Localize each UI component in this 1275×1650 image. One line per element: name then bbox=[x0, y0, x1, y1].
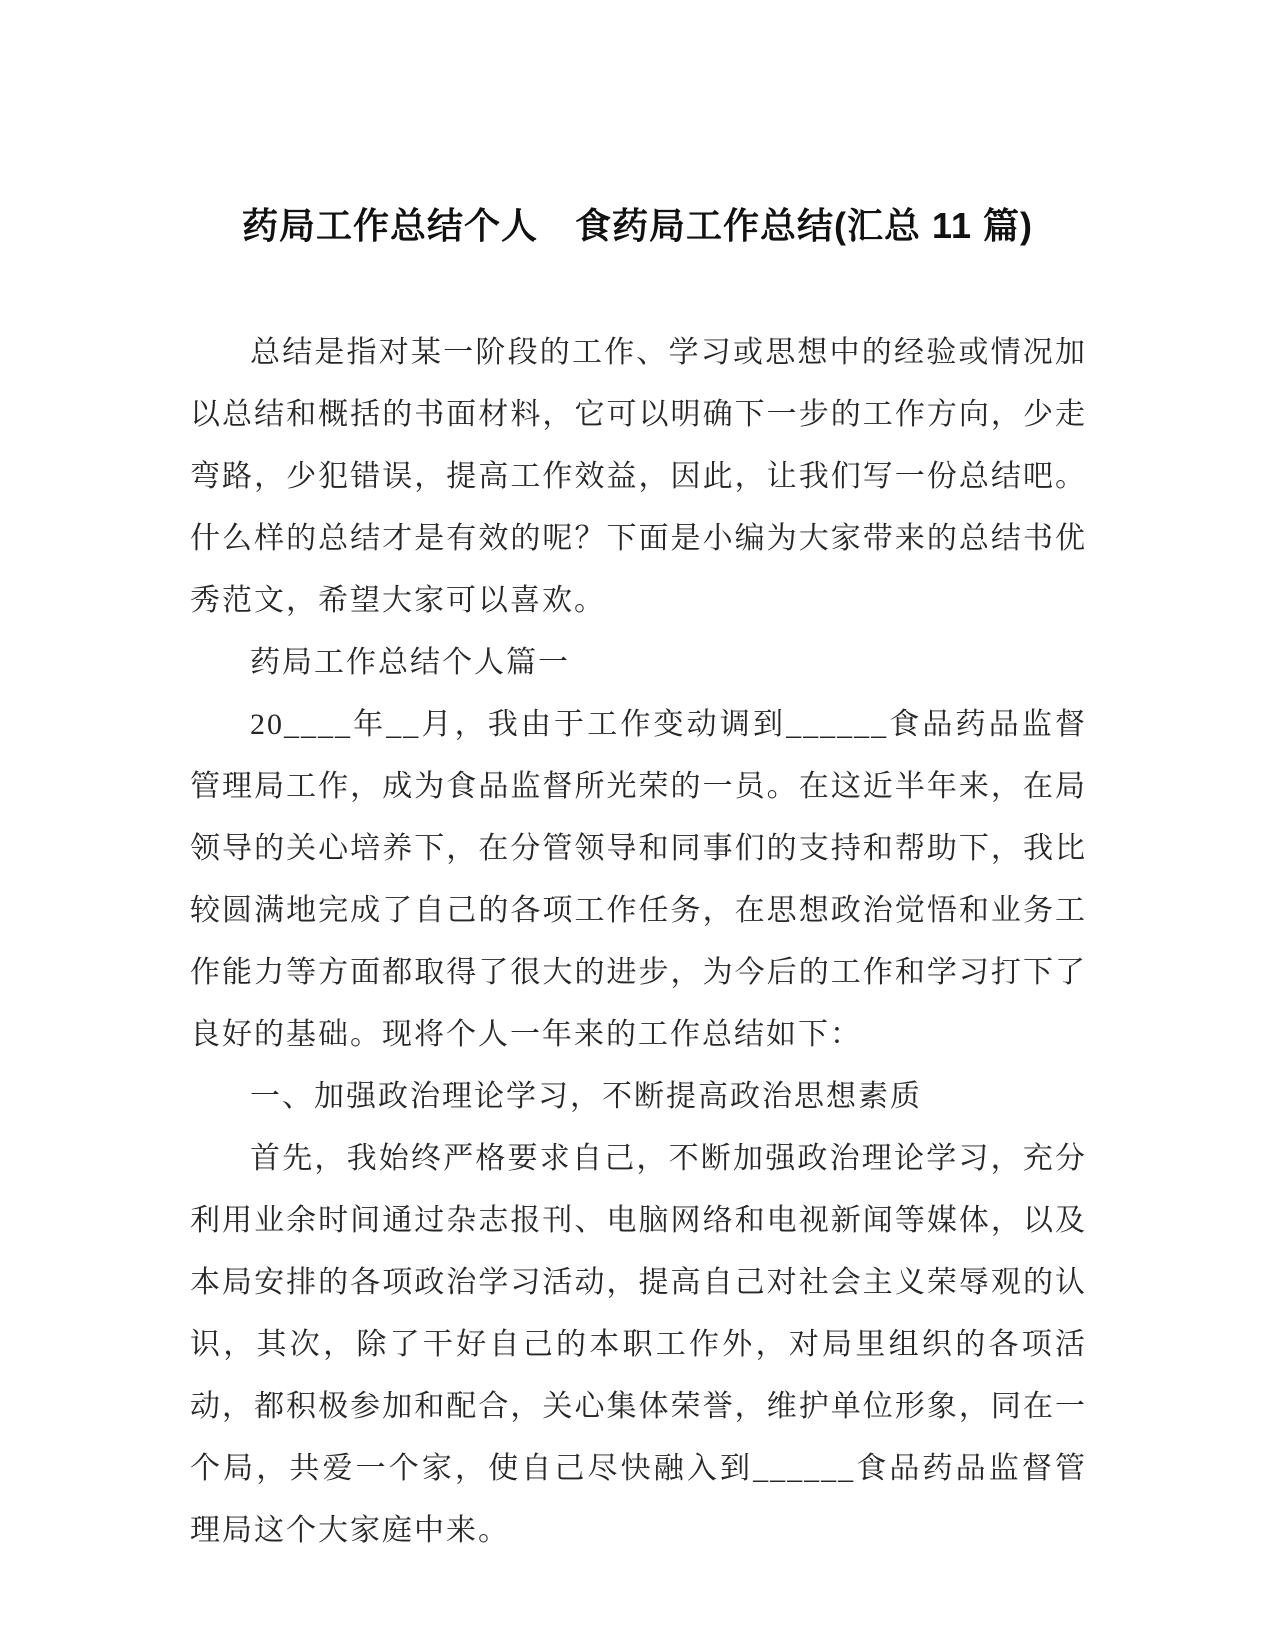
section-heading-part-one: 药局工作总结个人篇一 bbox=[250, 646, 570, 679]
intro-paragraph: 总结是指对某一阶段的工作、学习或思想中的经验或情况加以总结和概括的书面材料，它可以明确下一步的工作方向，少走弯路，少犯错误，提高工作效益，因此，让我们写一份总结吧。什么样的总结才是有效的呢？下面是小编为大家带来的总结书优秀范文，希望大家可以喜欢。 bbox=[190, 336, 1087, 617]
body-paragraph-opening: 20____年__月，我由于工作变动调到______食品药品监督管理局工作，成为食品监督所光荣的一员。在这近半年来，在局领导的关心培养下，在分管领导和同事们的支持和帮助下，我比较圆满地完成了自己的各项工作任务，在思想政治觉悟和业务工作能力等方面都取得了很大的进步，为今后的工作和学习打下了良好的基础。现将个人一年来的工作总结如下： bbox=[190, 708, 1087, 1051]
body-paragraph-political-theory-study: 首先，我始终严格要求自己，不断加强政治理论学习，充分利用业余时间通过杂志报刊、电脑网络和电视新闻等媒体，以及本局安排的各项政治学习活动，提高自己对社会主义荣辱观的认识，其次，除了干好自己的本职工作外，对局里组织的各项活动，都积极参加和配合，关心集体荣誉，维护单位形象，同在一个局，共爱一个家，使自己尽快融入到______食品药品监督管理局这个大家庭中来。 bbox=[190, 1142, 1087, 1547]
document-body bbox=[190, 322, 1087, 1562]
document-title: 药局工作总结个人 食药局工作总结(汇总 11 篇) bbox=[241, 205, 1034, 246]
subheading-political-theory-study: 一、加强政治理论学习，不断提高政治思想素质 bbox=[250, 1080, 922, 1113]
